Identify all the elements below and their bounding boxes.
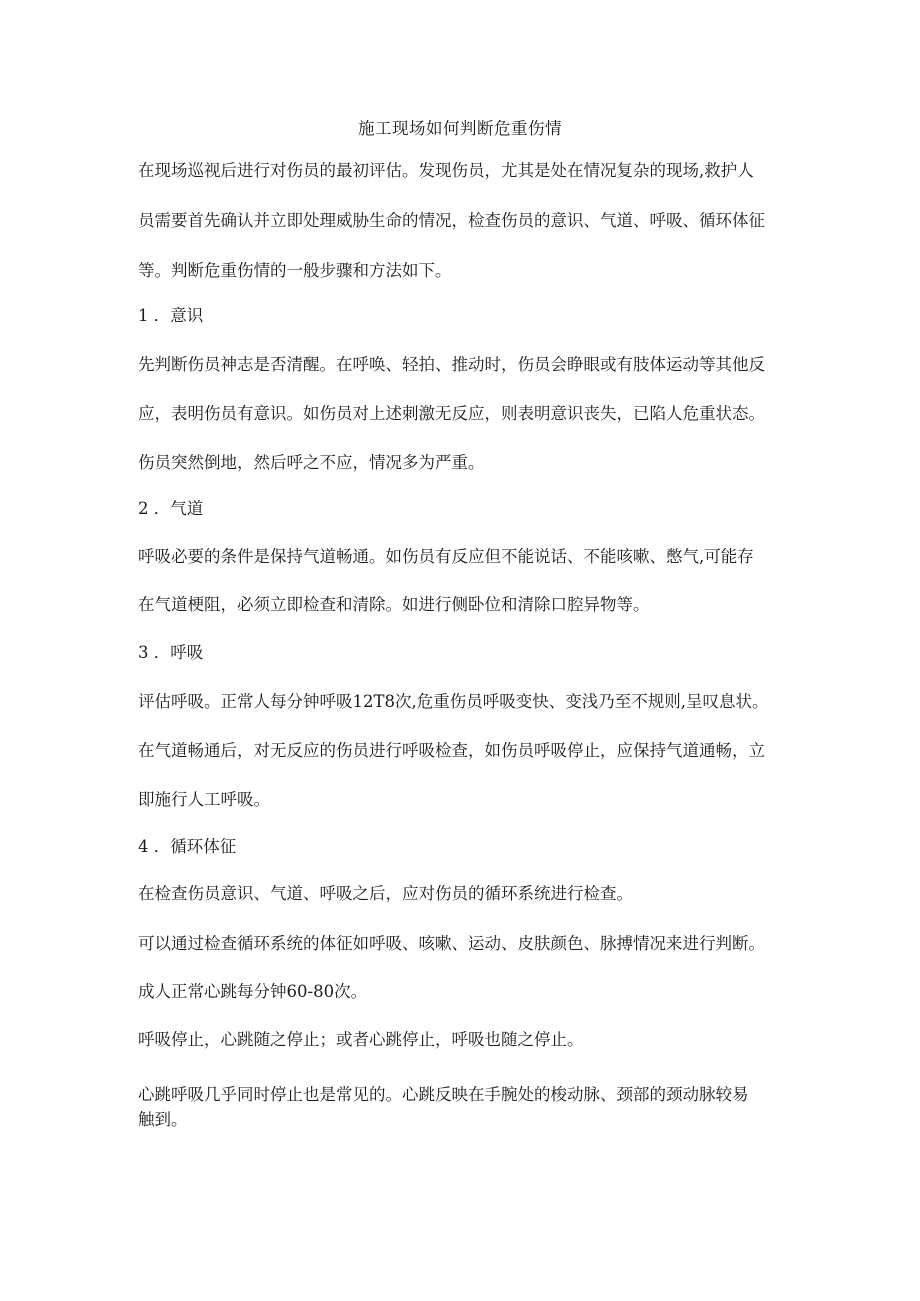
section-4-line-4: 呼吸停止，心跳随之停止；或者心跳停止，呼吸也随之停止。 bbox=[138, 1030, 584, 1049]
section-heading-consciousness: 1 ．意识 bbox=[138, 306, 204, 325]
section-4-line-1: 在检查伤员意识、气道、呼吸之后，应对伤员的循环系统进行检查。 bbox=[138, 884, 633, 903]
section-1-line-3: 伤员突然倒地，然后呼之不应，情况多为严重。 bbox=[138, 453, 485, 472]
section-heading-breathing: 3 ．呼吸 bbox=[138, 643, 204, 662]
section-4-line-3: 成人正常心跳每分钟60-80次。 bbox=[138, 982, 368, 1001]
intro-line-3: 等。判断危重伤情的一般步骤和方法如下。 bbox=[138, 261, 452, 280]
section-heading-airway: 2 ．气道 bbox=[138, 499, 204, 518]
section-2-line-1: 呼吸必要的条件是保持气道畅通。如伤员有反应但不能说话、不能咳嗽、憋气,可能存 bbox=[138, 547, 754, 566]
section-1-line-2: 应，表明伤员有意识。如伤员对上述刺激无反应，则表明意识丧失，已陷人危重状态。 bbox=[138, 404, 765, 423]
intro-line-2: 员需要首先确认并立即处理威胁生命的情况，检查伤员的意识、气道、呼吸、循环体征 bbox=[138, 211, 765, 230]
section-3-line-2: 在气道畅通后，对无反应的伤员进行呼吸检查，如伤员呼吸停止，应保持气道通畅，立 bbox=[138, 741, 765, 760]
section-3-line-3: 即施行人工呼吸。 bbox=[138, 790, 270, 809]
section-1-line-1: 先判断伤员神志是否清醒。在呼唤、轻拍、推动时，伤员会睁眼或有肢体运动等其他反 bbox=[138, 355, 765, 374]
section-2-line-2: 在气道梗阻，必须立即检查和清除。如进行侧卧位和清除口腔异物等。 bbox=[138, 595, 650, 614]
section-4-line-2: 可以通过检查循环系统的体征如呼吸、咳嗽、运动、皮肤颜色、脉搏情况来进行判断。 bbox=[138, 934, 765, 953]
section-heading-circulation: 4 ．循环体征 bbox=[138, 837, 237, 856]
section-4-line-5: 心跳呼吸几乎同时停止也是常见的。心跳反映在手腕处的梭动脉、颈部的颈动脉较易 bbox=[138, 1085, 749, 1104]
document-title: 施工现场如何判断危重伤情 bbox=[358, 119, 562, 138]
section-3-line-1: 评估呼吸。正常人每分钟呼吸12T8次,危重伤员呼吸变快、变浅乃至不规则,呈叹息状。 bbox=[138, 692, 769, 711]
section-4-line-6: 触到。 bbox=[138, 1110, 188, 1129]
intro-line-1: 在现场巡视后进行对伤员的最初评估。发现伤员，尤其是处在情况复杂的现场,救护人 bbox=[138, 161, 754, 180]
